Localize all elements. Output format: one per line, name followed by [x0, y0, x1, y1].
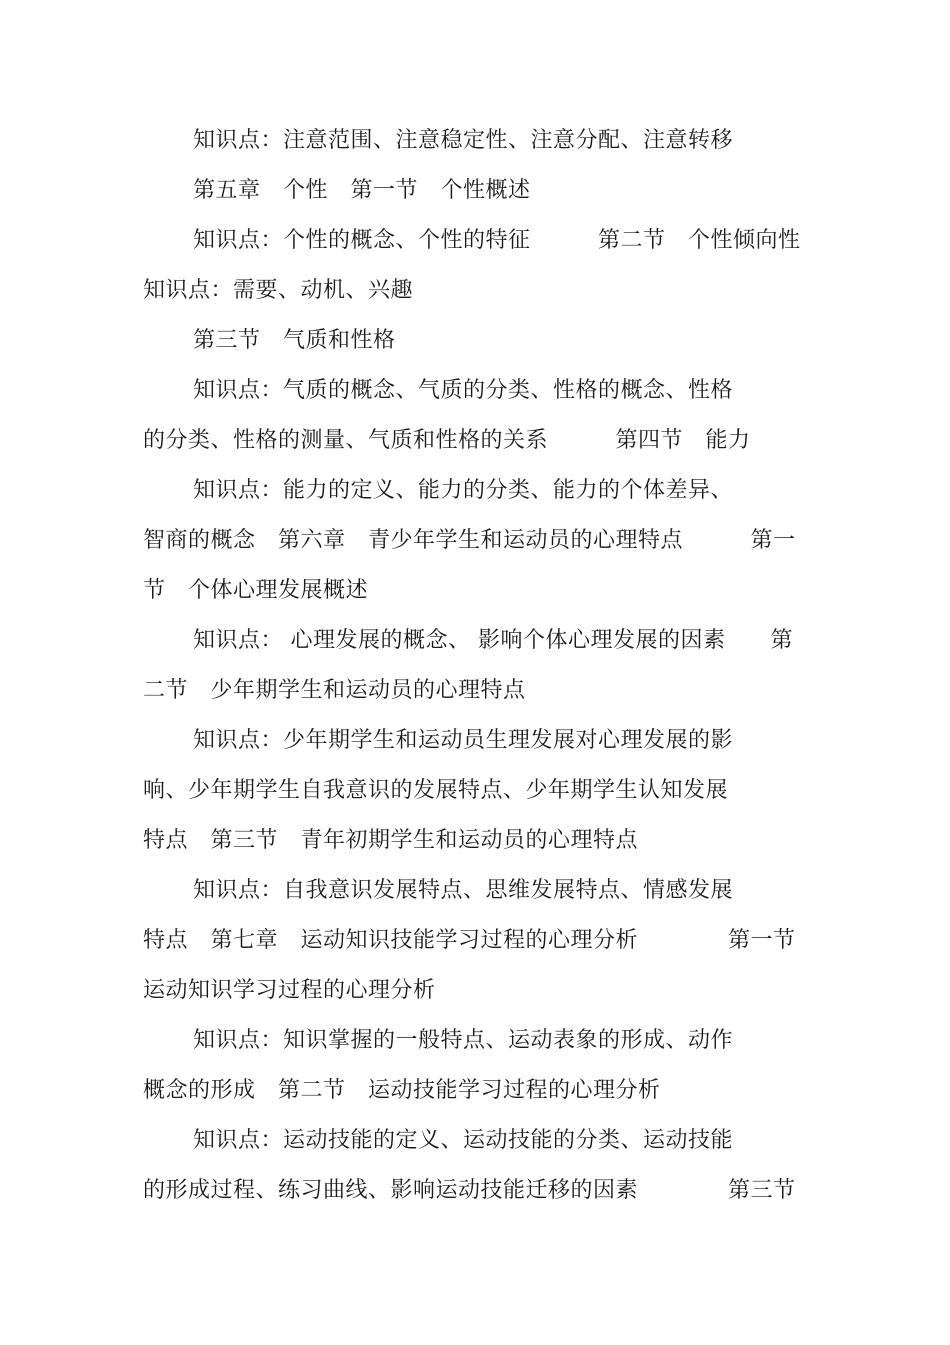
text-line: 第三节 气质和性格 [193, 328, 396, 353]
text-line: 的形成过程、练习曲线、影响运动技能迁移的因素 第三节 [143, 1178, 796, 1203]
text-line: 智商的概念 第六章 青少年学生和运动员的心理特点 第一 [143, 528, 796, 553]
text-line: 特点 第七章 运动知识技能学习过程的心理分析 第一节 [143, 928, 796, 953]
text-line: 概念的形成 第二节 运动技能学习过程的心理分析 [143, 1078, 661, 1103]
text-line: 知识点：少年期学生和运动员生理发展对心理发展的影 [193, 728, 734, 753]
text-line: 特点 第三节 青年初期学生和运动员的心理特点 [143, 828, 639, 853]
text-line: 知识点：个性的概念、个性的特征 第二节 个性倾向性 [193, 228, 801, 253]
text-line: 知识点：运动技能的定义、运动技能的分类、运动技能 [193, 1128, 734, 1153]
text-line: 知识点：自我意识发展特点、思维发展特点、情感发展 [193, 878, 734, 903]
text-line: 运动知识学习过程的心理分析 [143, 978, 436, 1003]
text-line: 第五章 个性 第一节 个性概述 [193, 178, 531, 203]
text-line: 响、少年期学生自我意识的发展特点、少年期学生认知发展 [143, 778, 729, 803]
text-line: 知识点：能力的定义、能力的分类、能力的个体差异、 [193, 478, 734, 503]
text-line: 知识点： 心理发展的概念、 影响个体心理发展的因素 第 [193, 628, 793, 653]
text-line: 知识点：需要、动机、兴趣 [143, 278, 414, 303]
text-line: 知识点：气质的概念、气质的分类、性格的概念、性格 [193, 378, 734, 403]
text-line: 知识点：注意范围、注意稳定性、注意分配、注意转移 [193, 128, 734, 153]
text-line: 知识点：知识掌握的一般特点、运动表象的形成、动作 [193, 1028, 734, 1053]
text-line: 二节 少年期学生和运动员的心理特点 [143, 678, 526, 703]
text-line: 的分类、性格的测量、气质和性格的关系 第四节 能力 [143, 428, 751, 453]
text-line: 节 个体心理发展概述 [143, 578, 369, 603]
